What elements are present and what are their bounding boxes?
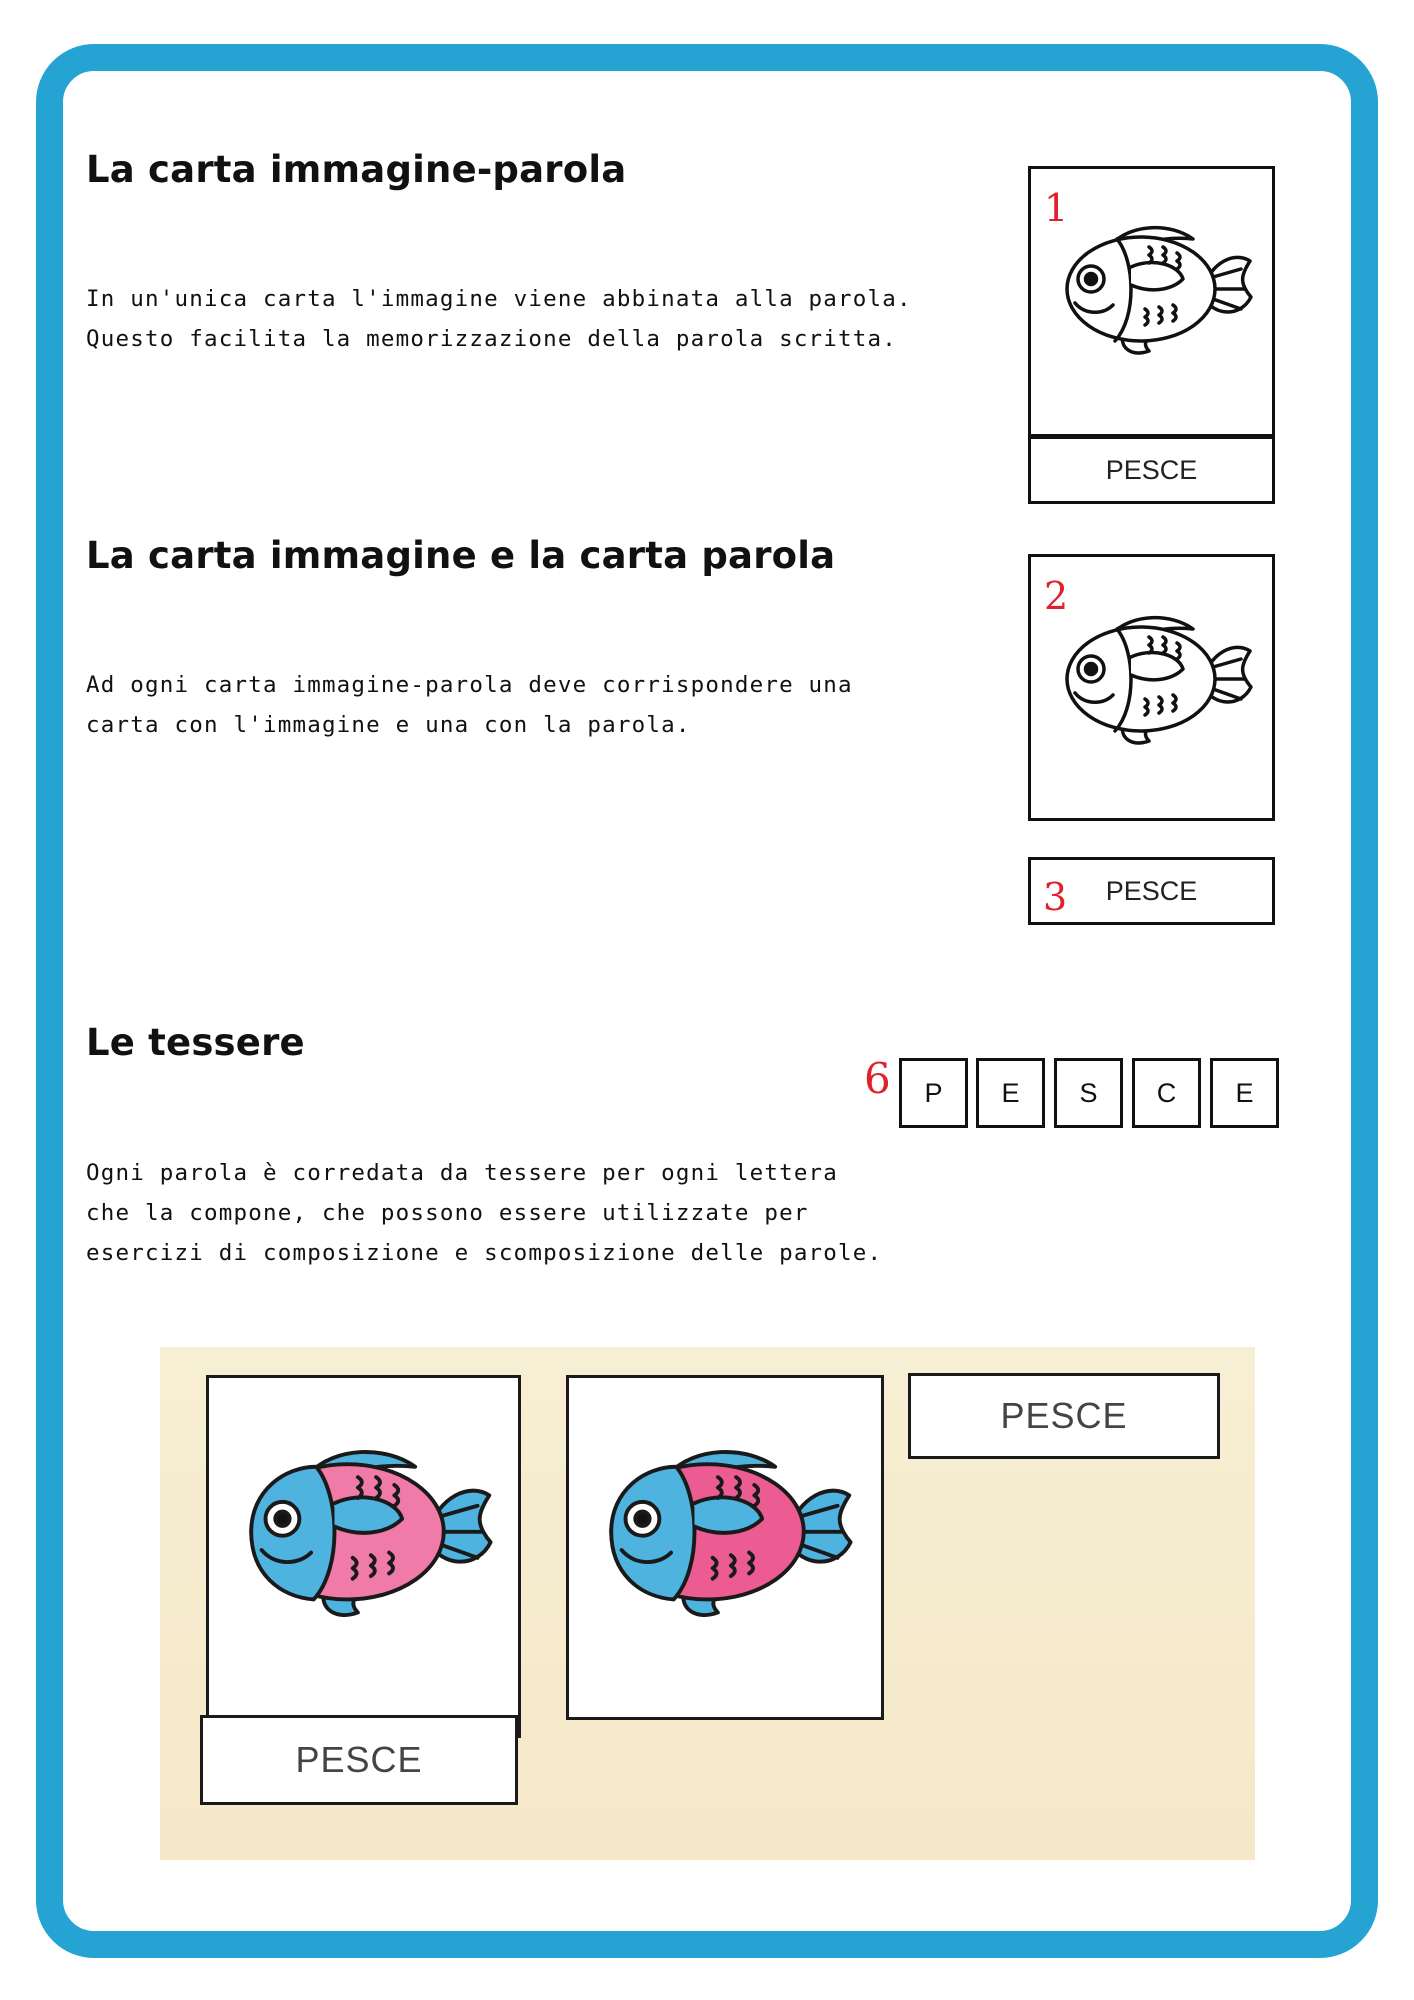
picture-card-2 <box>1028 554 1275 821</box>
photo-word-strip: PESCE <box>200 1715 518 1805</box>
card-number-2: 2 <box>1044 574 1069 618</box>
card-number-3: 3 <box>1043 875 1068 919</box>
paragraph-separate-cards <box>86 665 853 745</box>
letter-tile: E <box>976 1058 1045 1128</box>
heading-tiles: Le tessere <box>86 1021 305 1064</box>
paragraph-line: Questo facilita la memorizzazione della parola scritta. <box>86 326 898 352</box>
word-strip-1: PESCE <box>1028 436 1275 504</box>
heading-separate-cards: La carta immagine e la carta parola <box>86 534 836 577</box>
heading-image-word-card: La carta immagine-parola <box>86 148 627 191</box>
picture-card-1 <box>1028 166 1275 437</box>
cards-photo <box>160 1347 1255 1860</box>
card-number-1: 1 <box>1044 186 1069 230</box>
paragraph-line: In un'unica carta l'immagine viene abbinata alla parola. <box>86 286 912 312</box>
colored-fish-icon <box>593 1438 861 1636</box>
paragraph-line: Ogni parola è corredata da tessere per ogni lettera <box>86 1160 839 1186</box>
colored-fish-icon <box>233 1438 501 1636</box>
word-card-3 <box>1028 857 1275 925</box>
paragraph-line: che la compone, che possono essere utilizzate per <box>86 1200 809 1226</box>
photo-picture-word-card <box>206 1375 521 1738</box>
paragraph-tiles <box>86 1153 882 1273</box>
paragraph-line: Ad ogni carta immagine-parola deve corrispondere una <box>86 672 853 698</box>
paragraph-image-word-card <box>86 279 912 359</box>
letter-tile: S <box>1054 1058 1123 1128</box>
word-card-label: PESCE <box>1105 875 1198 906</box>
letter-tile: E <box>1210 1058 1279 1128</box>
paragraph-line: carta con l'immagine e una con la parola. <box>86 712 691 738</box>
photo-picture-card <box>566 1375 884 1720</box>
paragraph-line: esercizi di composizione e scomposizione delle parole. <box>86 1240 883 1266</box>
fish-icon <box>1053 217 1259 369</box>
letter-tile: C <box>1132 1058 1201 1128</box>
fish-icon <box>1053 607 1259 759</box>
card-number-6: 6 <box>864 1054 891 1103</box>
letter-tile: P <box>899 1058 968 1128</box>
photo-word-card: PESCE <box>908 1373 1220 1459</box>
